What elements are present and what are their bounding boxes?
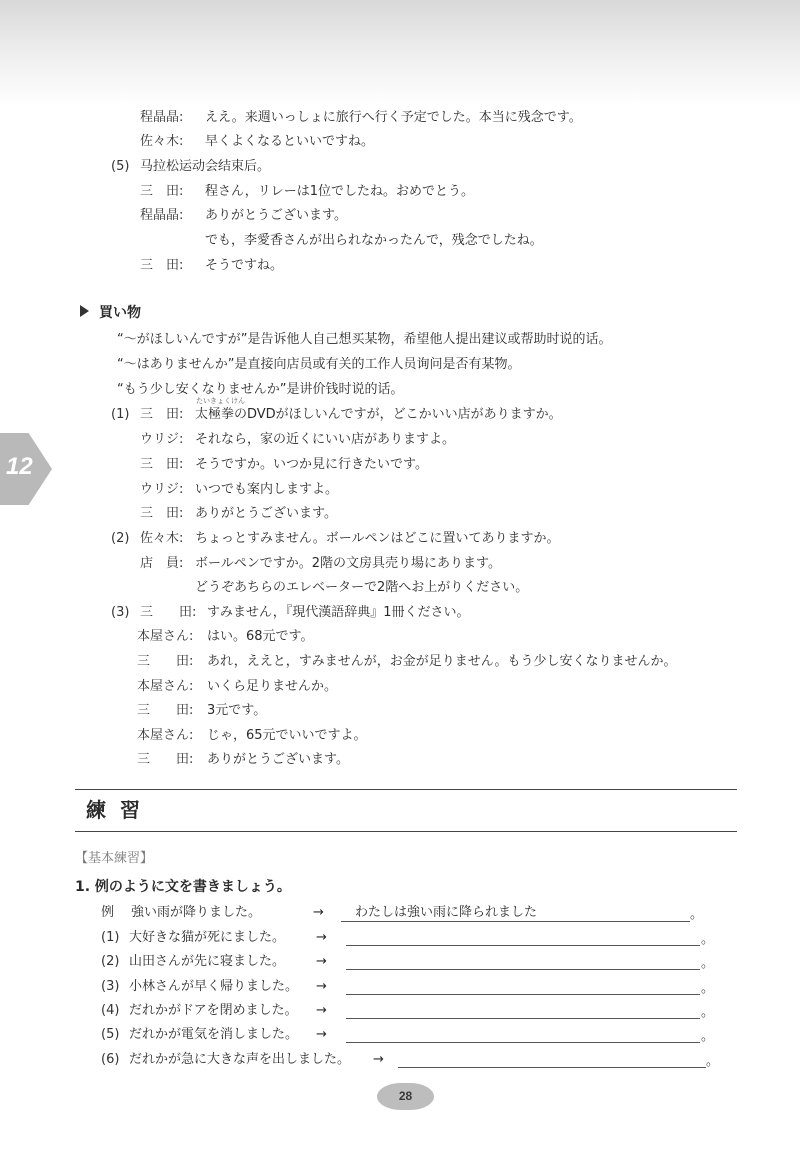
question-title: 1. 例のように文を書きましょう。 (75, 879, 291, 895)
dialogue-line: じゃ，65元でいいですよ。 (207, 728, 367, 743)
exercise-number: (2) (101, 954, 120, 969)
exercise-text: 小林さんが早く帰りました。 (129, 979, 299, 994)
answer-input-line[interactable] (346, 1042, 700, 1043)
period: 。 (701, 956, 715, 971)
exercise-number: (1) (101, 930, 120, 945)
exercise-number: (4) (101, 1003, 120, 1018)
dialogue-line: それなら，家の近くにいい店がありますよ。 (195, 432, 456, 447)
speaker: 三 田: (140, 407, 184, 422)
page-number: 28 (398, 1089, 413, 1103)
grammar-note: “もう少し安くなりませんか”是讲价钱时说的话。 (117, 382, 404, 397)
example-text: 強い雨が降りました。 (131, 905, 262, 920)
period: 。 (701, 1029, 715, 1044)
period: 。 (701, 981, 715, 996)
practice-title: 練習 (86, 798, 154, 822)
speaker: 三 田: (137, 703, 194, 718)
dialogue-line: ええ。来週いっしょに旅行へ行く予定でした。本当に残念です。 (205, 110, 582, 125)
speaker: ウリジ: (140, 432, 184, 447)
exercise-text: だれかが電気を消しました。 (129, 1027, 299, 1042)
speaker: 店 員: (140, 556, 184, 571)
answer-line (341, 921, 690, 922)
exercise-number: (5) (101, 1027, 120, 1042)
top-shadow (0, 0, 800, 105)
dialogue-line: 早くよくなるといいですね。 (205, 134, 375, 149)
period: 。 (690, 907, 704, 922)
arrow-icon: → (316, 979, 327, 994)
triangle-bullet-icon (80, 305, 89, 317)
arrow-icon: → (373, 1052, 384, 1067)
dialogue-line: あれ，ええと，すみませんが，お金が足りません。もう少し安くなりませんか。 (207, 654, 677, 669)
example-answer: わたしは強い雨に降られました (355, 905, 538, 920)
answer-input-line[interactable] (398, 1067, 706, 1068)
speaker: 三 田: (137, 654, 194, 669)
item-number: (2) (111, 531, 130, 546)
dialogue-line: ありがとうございます。 (205, 208, 347, 223)
dialogue-line: そうですか。いつか見に行きたいです。 (195, 457, 428, 472)
speaker: 程晶晶: (140, 110, 184, 125)
dialogue-line: すみません，『現代漢語辞典』1冊ください。 (207, 605, 470, 620)
period: 。 (706, 1054, 720, 1069)
dialogue-line: 太極拳のDVDがほしいんですが，どこかいい店がありますか。 (195, 407, 562, 422)
speaker: 本屋さん: (137, 629, 194, 644)
exercise-number: (6) (101, 1052, 120, 1067)
answer-input-line[interactable] (346, 969, 700, 970)
divider-top (75, 789, 737, 790)
furigana: たいきょくけん (196, 397, 245, 405)
answer-input-line[interactable] (346, 994, 700, 995)
grammar-note: “～がほしいんですが”是告诉他人自己想买某物，希望他人提出建议或帮助时说的话。 (117, 332, 612, 347)
speaker: 本屋さん: (137, 679, 194, 694)
speaker: 佐々木: (140, 134, 184, 149)
speaker: 三 田: (140, 457, 184, 472)
exercise-text: 大好きな猫が死にました。 (129, 930, 286, 945)
chapter-tab-number: 12 (6, 453, 33, 480)
exercise-number: (3) (101, 979, 120, 994)
dialogue-line: いくら足りませんか。 (207, 679, 338, 694)
speaker: 三 田: (137, 752, 194, 767)
grammar-note: “～はありませんか”是直接向店员或有关的工作人员询问是否有某物。 (117, 357, 521, 372)
speaker: 三 田: (140, 506, 184, 521)
dialogue-line: いつでも案内しますよ。 (195, 482, 339, 497)
arrow-icon: → (316, 954, 327, 969)
exercise-text: だれかがドアを閉めました。 (129, 1003, 298, 1018)
section-heading-text: 買い物 (99, 305, 141, 321)
dialogue-line: どうぞあちらのエレベーターで2階へお上がりください。 (195, 580, 529, 595)
arrow-icon: → (316, 1003, 327, 1018)
answer-input-line[interactable] (346, 1018, 700, 1019)
dialogue-line: ボールペンですか。2階の文房具売り場にあります。 (195, 556, 501, 571)
dialogue-line: はい。68元です。 (207, 629, 314, 644)
period: 。 (701, 932, 715, 947)
arrow-icon: → (313, 905, 324, 920)
dialogue-line: 程さん，リレーは1位でしたね。おめでとう。 (205, 184, 475, 199)
arrow-icon: → (316, 930, 327, 945)
divider-bottom (75, 831, 737, 832)
speaker: ウリジ: (140, 482, 184, 497)
exercise-text: 山田さんが先に寝ました。 (129, 954, 286, 969)
period: 。 (701, 1005, 715, 1020)
speaker: 三 田: (140, 184, 184, 199)
section-heading (80, 303, 141, 323)
speaker: 本屋さん: (137, 728, 194, 743)
item-title: 马拉松运动会结束后。 (140, 159, 271, 174)
answer-input-line[interactable] (346, 945, 700, 946)
dialogue-line: ちょっとすみません。ボールペンはどこに置いてありますか。 (195, 531, 560, 546)
dialogue-line: でも，李愛香さんが出られなかったんで，残念でしたね。 (205, 233, 543, 248)
arrow-icon: → (316, 1027, 327, 1042)
exercise-text: だれかが急に大きな声を出しました。 (129, 1052, 351, 1067)
speaker: 三 田: (140, 258, 184, 273)
example-label: 例 (101, 905, 115, 920)
item-number: (1) (111, 407, 130, 422)
speaker: 三 田: (140, 605, 197, 620)
dialogue-line: ありがとうございます。 (207, 752, 349, 767)
basic-practice-label: 【基本練習】 (75, 851, 154, 866)
dialogue-line: ありがとうございます。 (195, 506, 337, 521)
speaker: 佐々木: (140, 531, 184, 546)
speaker: 程晶晶: (140, 208, 184, 223)
item-number: (3) (111, 605, 130, 620)
dialogue-line: そうですね。 (205, 258, 284, 273)
item-number: (5) (111, 159, 130, 174)
dialogue-line: 3元です。 (207, 703, 267, 718)
